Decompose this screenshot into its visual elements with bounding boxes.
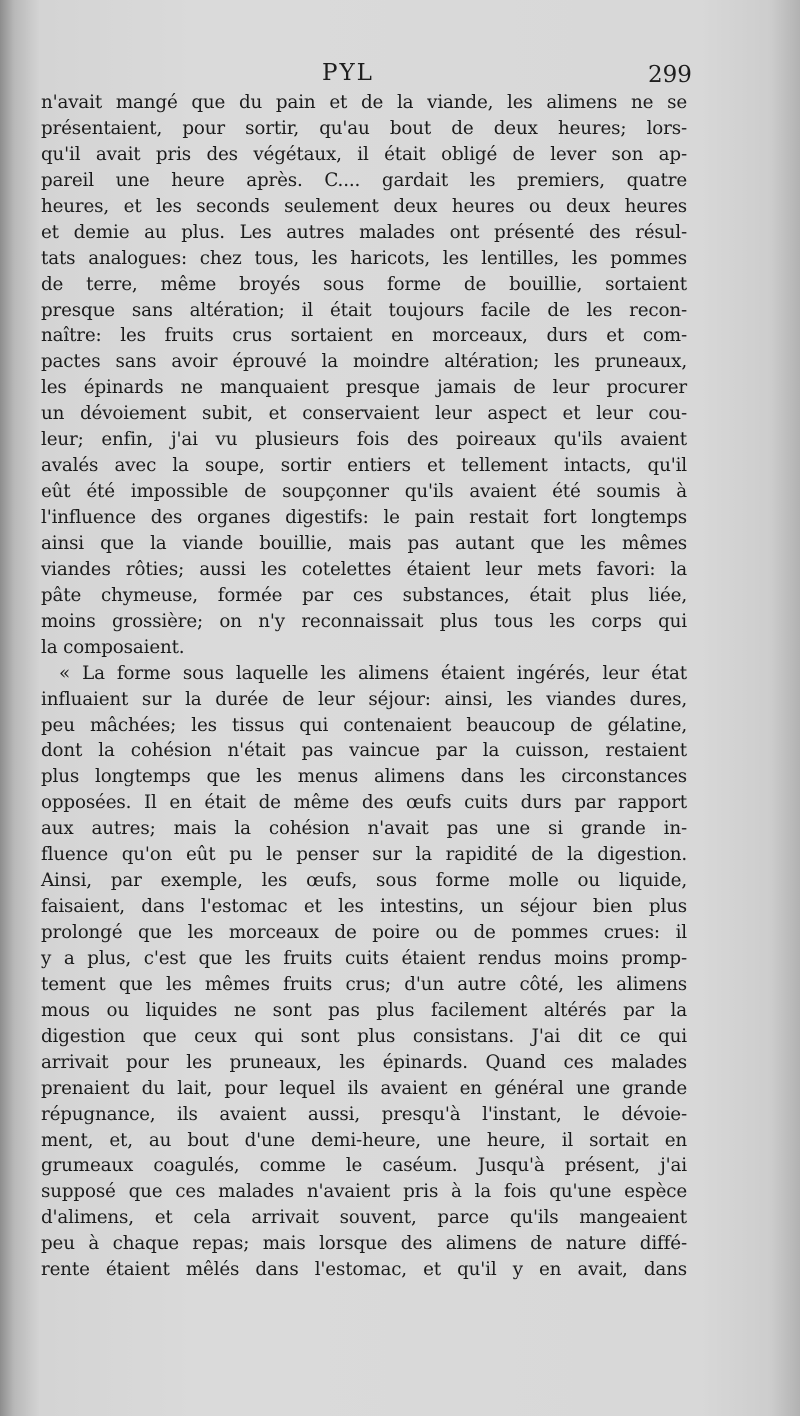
text-line: heures, et les seconds seulement deux heures ou deux heures xyxy=(41,195,687,217)
text-line: peu mâchées; les tissus qui contenaient beaucoup de gélatine, xyxy=(41,714,687,736)
text-line: presque sans altération; il était toujours facile de les recon- xyxy=(41,299,687,321)
text-line: plus longtemps que les menus alimens dans les circonstances xyxy=(41,766,687,788)
text-line: mous ou liquides ne sont pas plus facilement altérés par la xyxy=(41,999,687,1021)
text-line: répugnance, ils avaient aussi, presqu'à l'instant, le dévoie- xyxy=(41,1103,687,1125)
text-line: opposées. Il en était de même des œufs cuits durs par rapport xyxy=(41,792,687,814)
text-line: l'influence des organes digestifs: le pain restait fort longtemps xyxy=(41,507,687,528)
page-number: 299 xyxy=(648,62,692,88)
text-line: avalés avec la soupe, sortir entiers et tellement intacts, qu'il xyxy=(41,455,687,477)
text-line: faisaient, dans l'estomac et les intestins, un séjour bien plus xyxy=(41,896,687,918)
text-line: pâte chymeuse, formée par ces substances, était plus liée, xyxy=(41,584,687,606)
text-line: ment, et, au bout d'une demi-heure, une heure, il sortait en xyxy=(41,1129,687,1151)
text-line: prenaient du lait, pour lequel ils avaient en général une grande xyxy=(41,1077,687,1099)
text-line: eût été impossible de soupçonner qu'ils avaient été soumis à xyxy=(41,481,687,503)
page-header xyxy=(0,57,800,91)
text-line: Ainsi, par exemple, les œufs, sous forme molle ou liquide, xyxy=(41,870,687,892)
text-line: présentaient, pour sortir, qu'au bout de deux heures; lors- xyxy=(41,117,687,139)
text-line: naître: les fruits crus sortaient en morceaux, durs et com- xyxy=(41,325,687,347)
text-line: ainsi que la viande bouillie, mais pas autant que les mêmes xyxy=(41,532,687,554)
text-line: n'avait mangé que du pain et de la viande, les alimens ne se xyxy=(41,92,687,113)
text-line: rente étaient mêlés dans l'estomac, et qu'il y en avait, dans xyxy=(41,1259,687,1281)
text-line: arrivait pour les pruneaux, les épinards. Quand ces malades xyxy=(41,1051,687,1073)
text-line: grumeaux coagulés, comme le caséum. Jusqu'à présent, j'ai xyxy=(41,1155,687,1177)
text-line: un dévoiement subit, et conservaient leur aspect et leur cou- xyxy=(41,403,687,425)
text-line: aux autres; mais la cohésion n'avait pas une si grande in- xyxy=(41,818,687,840)
paragraph-first-line: « La forme sous laquelle les alimens étaient ingérés, leur état xyxy=(59,662,687,684)
text-line: dont la cohésion n'était pas vaincue par la cuisson, restaient xyxy=(41,740,687,762)
text-line: d'alimens, et cela arrivait souvent, parce qu'ils mangeaient xyxy=(41,1207,687,1229)
text-line: tats analogues: chez tous, les haricots, les lentilles, les pommes xyxy=(41,247,687,269)
text-line: influaient sur la durée de leur séjour: ainsi, les viandes dures, xyxy=(41,688,687,710)
text-line: digestion que ceux qui sont plus consistans. J'ai dit ce qui xyxy=(41,1025,687,1047)
running-head: PYL xyxy=(322,60,374,86)
text-line: supposé que ces malades n'avaient pris à la fois qu'une espèce xyxy=(41,1181,687,1203)
text-line: tement que les mêmes fruits crus; d'un autre côté, les alimens xyxy=(41,973,687,995)
text-line: peu à chaque repas; mais lorsque des alimens de nature diffé- xyxy=(41,1233,687,1255)
text-line: et demie au plus. Les autres malades ont présenté des résul- xyxy=(41,221,687,243)
text-line: qu'il avait pris des végétaux, il était obligé de lever son ap- xyxy=(41,143,687,165)
text-line: viandes rôties; aussi les cotelettes étaient leur mets favori: la xyxy=(41,558,687,580)
text-line: pareil une heure après. C.... gardait les premiers, quatre xyxy=(41,169,687,191)
text-line: leur; enfin, j'ai vu plusieurs fois des poireaux qu'ils avaient xyxy=(41,429,687,451)
text-line: les épinards ne manquaient presque jamais de leur procurer xyxy=(41,377,687,399)
text-line: moins grossière; on n'y reconnaissait plus tous les corps qui xyxy=(41,610,687,632)
text-line: la composaient. xyxy=(41,636,185,658)
text-line: pactes sans avoir éprouvé la moindre altération; les pruneaux, xyxy=(41,351,687,373)
text-line: de terre, même broyés sous forme de bouillie, sortaient xyxy=(41,273,687,295)
text-line: prolongé que les morceaux de poire ou de pommes crues: il xyxy=(41,922,687,943)
text-line: y a plus, c'est que les fruits cuits étaient rendus moins promp- xyxy=(41,947,687,969)
body-text xyxy=(41,90,687,1283)
text-line: fluence qu'on eût pu le penser sur la rapidité de la digestion. xyxy=(41,844,687,866)
